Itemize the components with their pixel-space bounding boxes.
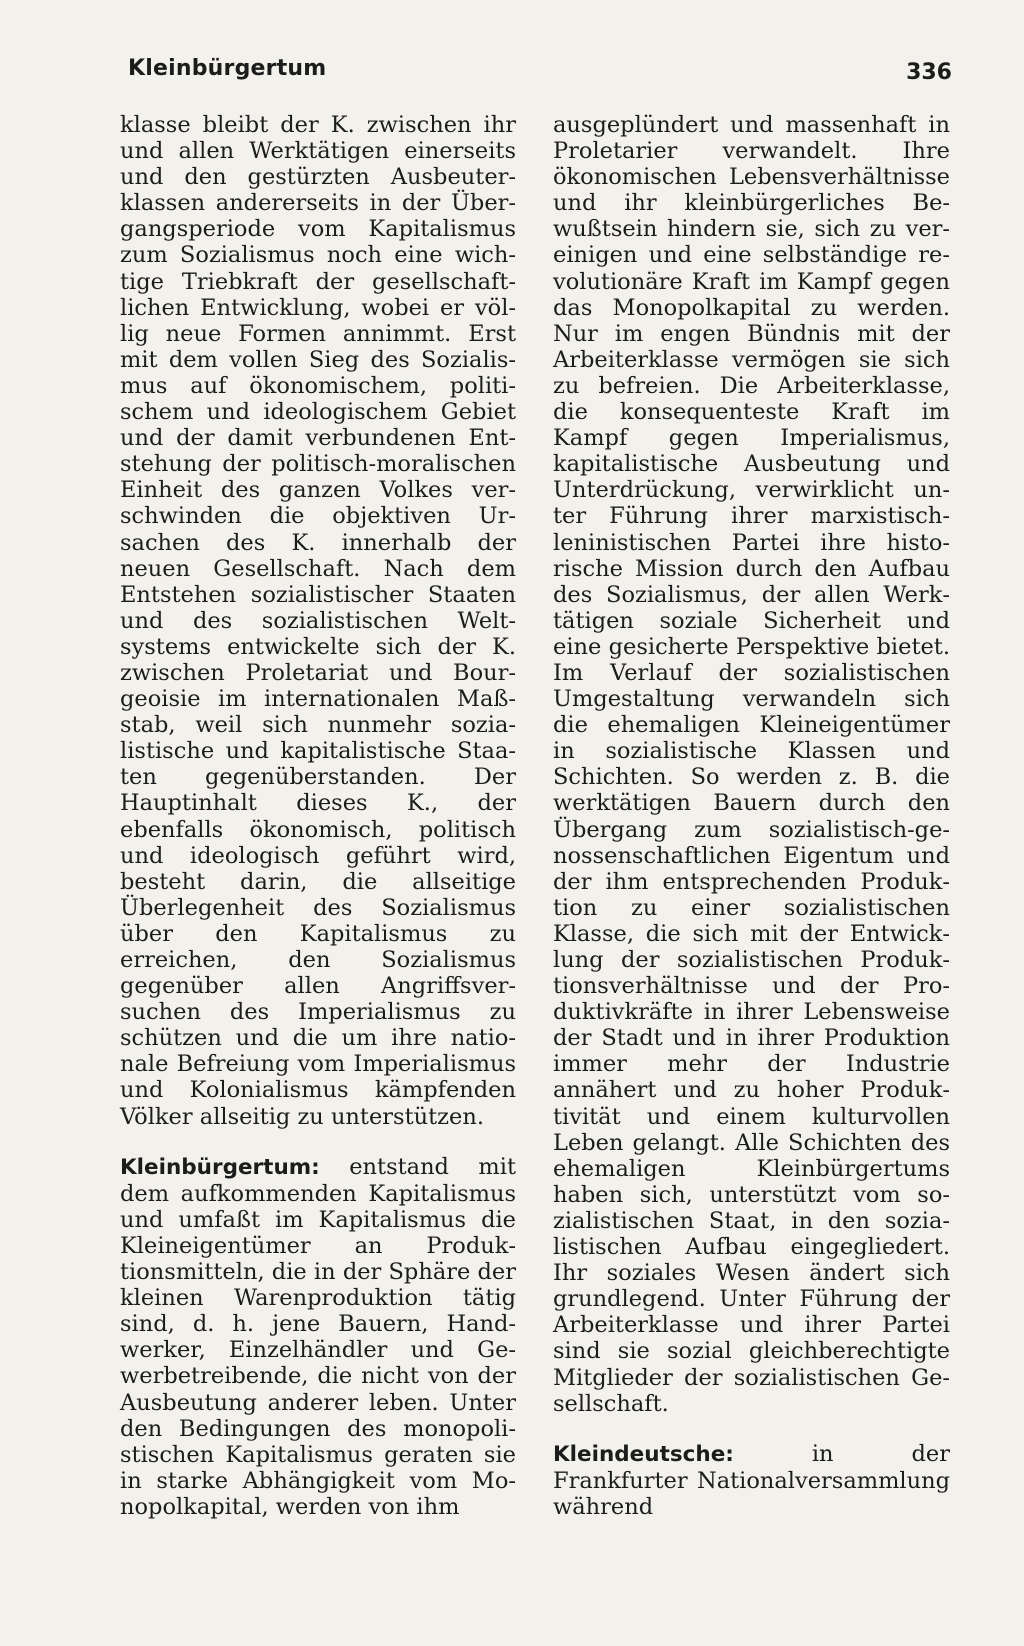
entry-kleindeutsche [553,1441,950,1520]
running-head-title: Kleinbürgertum [128,56,327,81]
entry-kleinbuergertum [120,1154,516,1520]
entry-text: in der Frankfurter Nationalversammlung während [553,1440,950,1520]
continued-paragraph: klasse bleibt der K. zwischen ihr und allen Werktätigen einerseits und den gestürzten Ausbeuterklassen andererseits in der Übergangsperiode vom Kapitalismus zum Sozialismus noch eine wichtige Triebkraft der gesellschaftlichen Entwicklung, wobei er völlig neue Formen annimmt. Erst mit dem vollen Sieg des Sozialismus auf ökonomischem, politischem und ideologischem Gebiet und der damit verbundenen Entstehung der politisch-moralischen Einheit des ganzen Volkes verschwinden die objektiven Ursachen des K. innerhalb der neuen Gesellschaft. Nach dem Entstehen sozialistischer Staaten und des sozialistischen Weltsystems entwickelte sich der K. zwischen Proletariat und Bourgeoisie im internationalen Maßstab, weil sich nunmehr sozialistische und kapitalistische Staaten gegenüberstanden. Der Hauptinhalt dieses K., der ebenfalls ökonomisch, politisch und ideologisch geführt wird, besteht darin, die allseitige Überlegenheit des Sozialismus über den Kapitalismus zu erreichen, den Sozialismus gegenüber allen Angriffsversuchen des Imperialismus zu schützen und die um ihre nationale Befreiung vom Imperialismus und Kolonialismus kämpfenden Völker allseitig zu unterstützen. [120,112,516,1130]
entry-term: Kleinbürgertum: [120,1154,320,1180]
continued-paragraph: ausgeplündert und massenhaft in Proletarier verwandelt. Ihre ökonomischen Lebensverhältnisse und ihr kleinbürgerliches Bewußtsein hindern sie, sich zu vereinigen und eine selbständige revolutionäre Kraft im Kampf gegen das Monopolkapital zu werden. Nur im engen Bündnis mit der Arbeiterklasse vermögen sie sich zu befreien. Die Arbeiterklasse, die konsequenteste Kraft im Kampf gegen Imperialismus, kapitalistische Ausbeutung und Unterdrückung, verwirklicht unter Führung ihrer marxistisch-leninistischen Partei ihre historische Mission durch den Aufbau des Sozialismus, der allen Werktätigen soziale Sicherheit und eine gesicherte Perspektive bietet. Im Verlauf der sozialistischen Umgestaltung verwandeln sich die ehemaligen Kleineigentümer in sozialistische Klassen und Schichten. So werden z. B. die werktätigen Bauern durch den Übergang zum sozialistisch-genossenschaftlichen Eigentum und der ihm entsprechenden Produktion zu einer sozialistischen Klasse, die sich mit der Entwicklung der sozialistischen Produktionsverhältnisse und der Produktivkräfte in ihrer Lebensweise der Stadt und in ihrer Produktion immer mehr der Industrie annähert und zu hoher Produktivität und einem kulturvollen Leben gelangt. Alle Schichten des ehemaligen Kleinbürgertums haben sich, unterstützt vom sozialistischen Staat, in den sozialistischen Aufbau eingegliedert. Ihr soziales Wesen ändert sich grundlegend. Unter Führung der Arbeiterklasse und ihrer Partei sind sie sozial gleichberechtigte Mitglieder der sozialistischen Gesellschaft. [553,112,950,1417]
entry-term: Kleindeutsche: [553,1441,734,1467]
left-column [120,112,516,1520]
right-column [553,112,950,1520]
page-number: 336 [906,60,952,85]
entry-text: entstand mit dem aufkommenden Kapitalismus und umfaßt im Kapitalismus die Kleineigentümer an Produktionsmitteln, die in der Sphäre der kleinen Warenproduktion tätig sind, d. h. jene Bauern, Handwerker, Einzelhändler und Gewerbetreibende, die nicht von der Ausbeutung anderer leben. Unter den Bedingungen des monopolistischen Kapitalismus geraten sie in starke Abhängigkeit vom Monopolkapital, werden von ihm [120,1153,516,1520]
